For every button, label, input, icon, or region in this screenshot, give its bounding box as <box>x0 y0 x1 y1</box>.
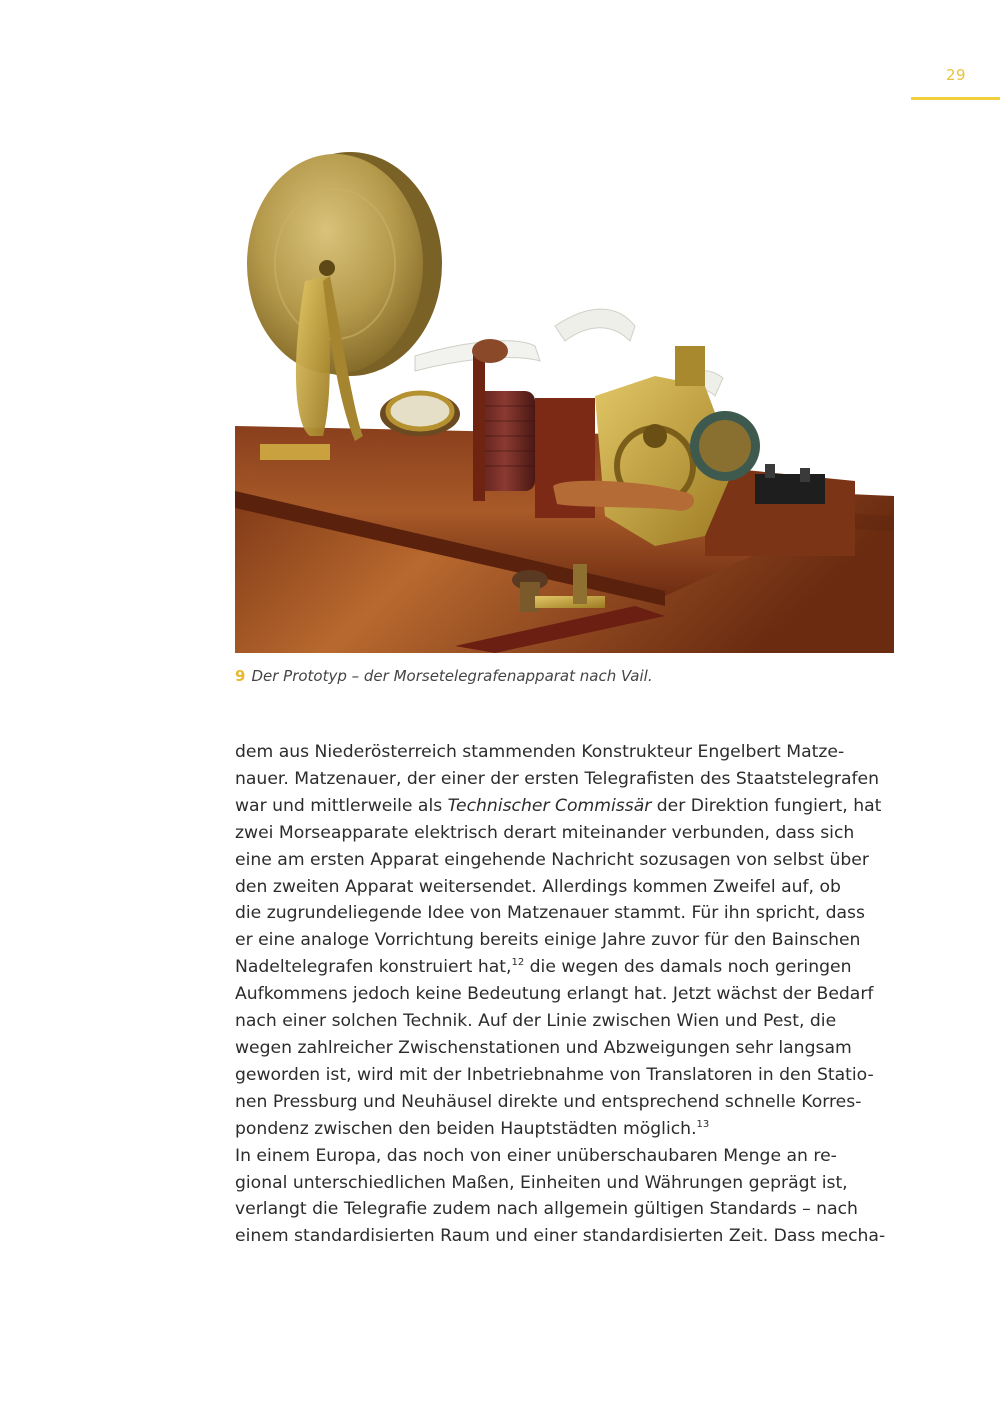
body-line <box>235 900 905 927</box>
figure-number: 9 <box>235 667 246 685</box>
body-text-run: einem standardisierten Raum und einer standardisierten Zeit. Dass mecha- <box>235 1226 886 1247</box>
body-text-run: wegen zahlreicher Zwischenstationen und Abzweigungen sehr langsam <box>235 1037 852 1058</box>
page-number-rule <box>911 97 1000 100</box>
body-text-run: verlangt die Telegrafie zudem nach allgemein gültigen Standards – nach <box>235 1199 858 1220</box>
body-text-run: nen Pressburg und Neuhäusel direkte und entsprechend schnelle Korres- <box>235 1091 862 1112</box>
body-line <box>235 793 905 820</box>
body-text-run: eine am ersten Apparat eingehende Nachricht sozusagen von selbst über <box>235 849 869 870</box>
body-line <box>235 847 905 874</box>
body-text-run: den zweiten Apparat weitersendet. Allerdings kommen Zweifel auf, ob <box>235 876 841 897</box>
figure-caption <box>235 667 895 685</box>
body-text-run: pondenz zwischen den beiden Hauptstädten möglich. <box>235 1118 697 1139</box>
body-line <box>235 1116 905 1143</box>
body-text-run: dem aus Niederösterreich stammenden Konstrukteur Engelbert Matze- <box>235 742 845 762</box>
body-line <box>235 981 905 1008</box>
body-text-run: Aufkommens jedoch keine Bedeutung erlangt hat. Jetzt wächst der Bedarf <box>235 984 874 1005</box>
footnote-ref: 12 <box>511 957 525 969</box>
body-text <box>235 739 905 1250</box>
italic-term: Technischer Commissär <box>447 795 652 816</box>
body-line <box>235 1089 905 1116</box>
figure-caption-text: Der Prototyp – der Morsetelegrafenapparat nach Vail. <box>251 667 653 685</box>
body-line <box>235 1196 905 1223</box>
body-line <box>235 1143 905 1170</box>
body-text-run: Nadeltelegrafen konstruiert hat, <box>235 957 512 978</box>
body-line <box>235 874 905 901</box>
body-text-run: gional unterschiedlichen Maßen, Einheiten und Währungen geprägt ist, <box>235 1172 848 1193</box>
morse-telegraph-photo <box>235 136 894 653</box>
body-line <box>235 927 905 954</box>
page-number: 29 <box>945 66 967 84</box>
body-line <box>235 1035 905 1062</box>
body-text-run: geworden ist, wird mit der Inbetriebnahme von Translatoren in den Statio- <box>235 1064 874 1085</box>
body-text-run: er eine analoge Vorrichtung bereits einige Jahre zuvor für den Bainschen <box>235 930 861 951</box>
body-line <box>235 1062 905 1089</box>
body-text-run: nach einer solchen Technik. Auf der Linie zwischen Wien und Pest, die <box>235 1011 837 1032</box>
body-text-run: der Direktion fungiert, hat <box>651 795 882 816</box>
body-line <box>235 1008 905 1035</box>
body-text-run: nauer. Matzenauer, der einer der ersten Telegrafisten des Staatstelegrafen <box>235 768 879 789</box>
body-line <box>235 1223 905 1250</box>
footnote-ref: 13 <box>696 1118 710 1130</box>
body-line <box>235 739 905 766</box>
body-text-run: war und mittlerweile als <box>235 795 448 816</box>
body-line <box>235 766 905 793</box>
body-line <box>235 1170 905 1197</box>
body-line <box>235 820 905 847</box>
body-text-run: die wegen des damals noch geringen <box>524 957 852 978</box>
body-line <box>235 954 905 981</box>
body-text-run: zwei Morseapparate elektrisch derart miteinander verbunden, dass sich <box>235 822 855 843</box>
body-text-run: In einem Europa, das noch von einer unüberschaubaren Menge an re- <box>235 1145 837 1166</box>
body-text-run: die zugrundeliegende Idee von Matzenauer stammt. Für ihn spricht, dass <box>235 903 865 924</box>
